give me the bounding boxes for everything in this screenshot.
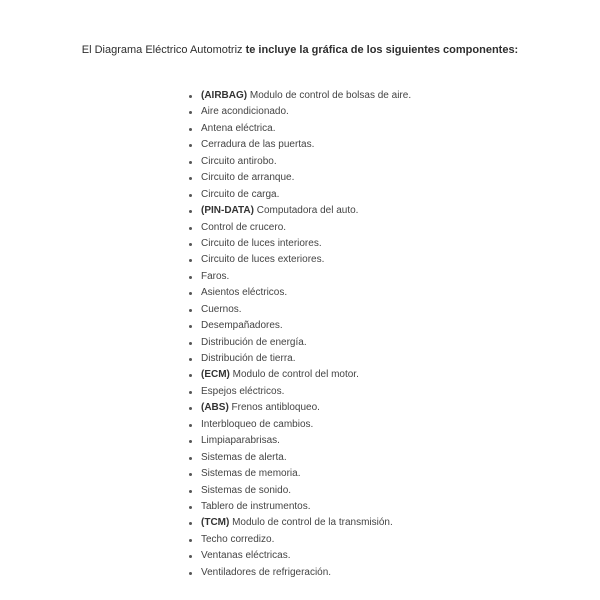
bullet-icon xyxy=(189,539,192,542)
list-item xyxy=(188,532,411,548)
item-text: Cuernos. xyxy=(201,303,242,315)
item-text: Ventanas eléctricas. xyxy=(201,550,291,562)
list-item xyxy=(188,269,411,285)
bullet-icon xyxy=(189,292,192,295)
bullet-icon xyxy=(189,309,192,312)
list-item xyxy=(188,466,411,482)
components-list xyxy=(188,88,411,581)
item-text: Distribución de energía. xyxy=(201,336,307,348)
item-text: Desempañadores. xyxy=(201,320,283,332)
bullet-icon xyxy=(189,210,192,213)
bullet-icon xyxy=(189,95,192,98)
list-item xyxy=(188,351,411,367)
list-item xyxy=(188,137,411,153)
item-text: Techo corredizo. xyxy=(201,533,275,545)
bullet-icon xyxy=(189,473,192,476)
list-item xyxy=(188,384,411,400)
bullet-icon xyxy=(189,177,192,180)
item-text: Limpiaparabrisas. xyxy=(201,435,280,447)
list-item xyxy=(188,88,411,104)
item-text: Modulo de control del motor. xyxy=(229,369,359,381)
list-item xyxy=(188,203,411,219)
list-item xyxy=(188,433,411,449)
item-text: Circuito antirobo. xyxy=(201,155,277,167)
bullet-icon xyxy=(189,342,192,345)
intro-text: El Diagrama Eléctrico Automotriz xyxy=(81,44,246,56)
bullet-icon xyxy=(189,490,192,493)
list-item xyxy=(188,220,411,236)
bullet-icon xyxy=(189,391,192,394)
item-acronym: (TCM) xyxy=(201,517,230,529)
bullet-icon xyxy=(189,440,192,443)
bullet-icon xyxy=(189,276,192,279)
list-item xyxy=(188,302,411,318)
intro-paragraph xyxy=(0,42,600,58)
bullet-icon xyxy=(189,194,192,197)
item-text: Modulo de control de la transmisión. xyxy=(229,517,393,529)
item-text: Cerradura de las puertas. xyxy=(201,139,315,151)
item-text: Circuito de carga. xyxy=(201,188,280,200)
item-acronym: (ABS) xyxy=(201,402,229,414)
item-text: Computadora del auto. xyxy=(253,205,359,217)
list-item xyxy=(188,483,411,499)
item-acronym: (ECM) xyxy=(201,369,230,381)
item-text: Tablero de instrumentos. xyxy=(201,500,311,512)
list-item xyxy=(188,450,411,466)
item-text: Antena eléctrica. xyxy=(201,122,276,134)
item-text: Circuito de luces interiores. xyxy=(201,237,322,249)
list-item xyxy=(188,335,411,351)
bullet-icon xyxy=(189,424,192,427)
bullet-icon xyxy=(189,555,192,558)
item-text: Frenos antibloqueo. xyxy=(228,402,320,414)
list-item xyxy=(188,417,411,433)
list-item xyxy=(188,236,411,252)
bullet-icon xyxy=(189,144,192,147)
item-text: Interbloqueo de cambios. xyxy=(201,418,314,430)
bullet-icon xyxy=(189,522,192,525)
list-item xyxy=(188,121,411,137)
list-item xyxy=(188,252,411,268)
bullet-icon xyxy=(189,358,192,361)
bullet-icon xyxy=(189,243,192,246)
list-item xyxy=(188,367,411,383)
list-item xyxy=(188,548,411,564)
bullet-icon xyxy=(189,111,192,114)
item-text: Distribución de tierra. xyxy=(201,353,296,364)
bullet-icon xyxy=(189,161,192,164)
list-item xyxy=(188,104,411,120)
list-item xyxy=(188,400,411,416)
bullet-icon xyxy=(189,259,192,262)
item-text: Sistemas de sonido. xyxy=(201,484,292,496)
item-text: Circuito de arranque. xyxy=(201,172,295,184)
item-text: Control de crucero. xyxy=(201,221,287,233)
list-item xyxy=(188,154,411,170)
bullet-icon xyxy=(189,325,192,328)
item-text: Faros. xyxy=(201,270,230,282)
item-text: Aire acondicionado. xyxy=(201,106,289,118)
list-item xyxy=(188,170,411,186)
list-item xyxy=(188,187,411,203)
list-item xyxy=(188,565,411,581)
item-acronym: (PIN-DATA) xyxy=(201,205,254,217)
list-item xyxy=(188,318,411,334)
list-item xyxy=(188,285,411,301)
item-text: Asientos eléctricos. xyxy=(201,287,288,299)
item-text: Circuito de luces exteriores. xyxy=(201,254,325,266)
bullet-icon xyxy=(189,506,192,509)
item-text: Sistemas de alerta. xyxy=(201,451,287,463)
bullet-icon xyxy=(189,407,192,410)
bullet-icon xyxy=(189,572,192,575)
bullet-icon xyxy=(189,374,192,377)
item-text: Espejos eléctricos. xyxy=(201,385,285,397)
bullet-icon xyxy=(189,457,192,460)
item-acronym: (AIRBAG) xyxy=(201,90,248,101)
item-text: Modulo de control de bolsas de aire. xyxy=(247,90,412,101)
item-text: Sistemas de memoria. xyxy=(201,468,301,480)
intro-bold-text: te incluye la gráfica de los siguientes componentes: xyxy=(245,44,519,56)
bullet-icon xyxy=(189,227,192,230)
list-item xyxy=(188,515,411,531)
item-text: Ventiladores de refrigeración. xyxy=(201,566,332,578)
list-item xyxy=(188,499,411,515)
bullet-icon xyxy=(189,128,192,131)
